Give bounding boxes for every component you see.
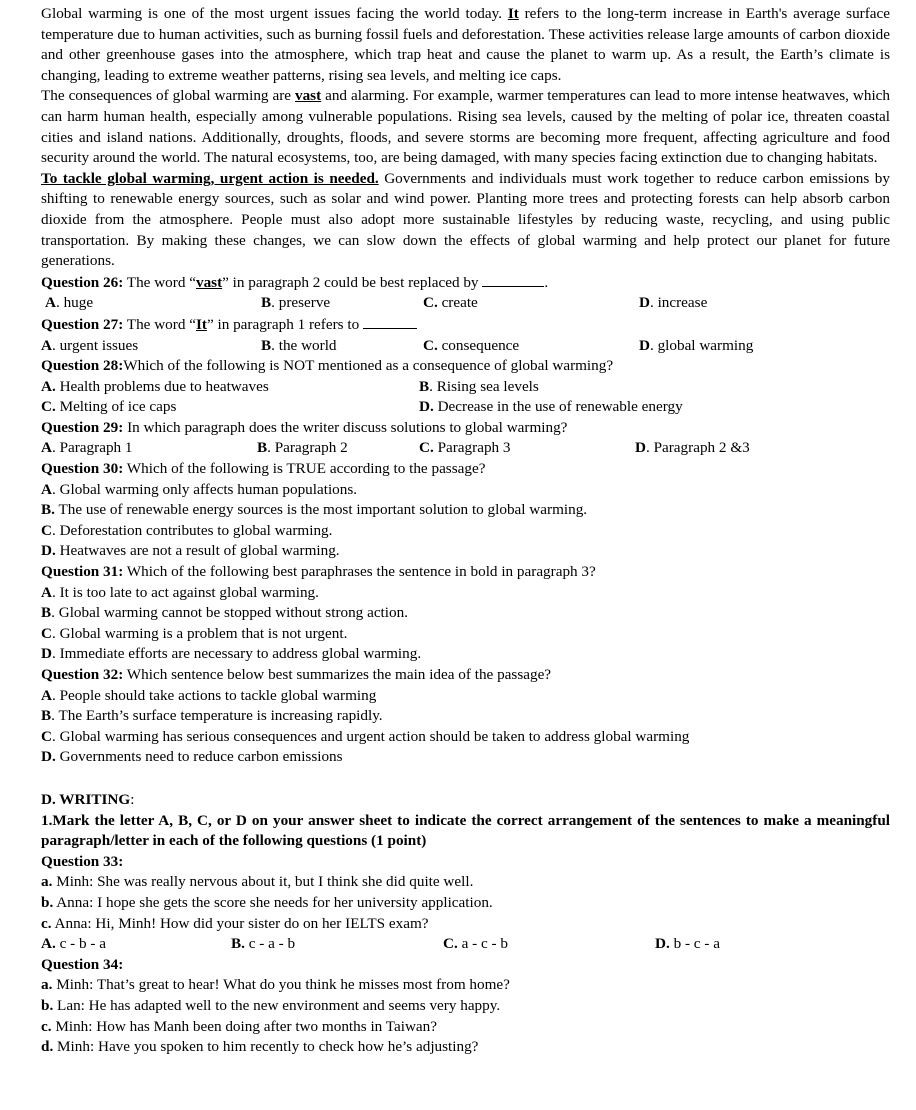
question-30-text: Which of the following is TRUE according to the passage? — [123, 460, 486, 478]
option-letter: D — [635, 439, 646, 457]
question-31 — [41, 562, 890, 583]
option-d[interactable] — [419, 397, 890, 418]
question-28-options-row-1 — [41, 377, 890, 398]
paragraph-1 — [41, 4, 890, 86]
option-text: . Global warming cannot be stopped without strong action. — [51, 604, 408, 622]
paragraph-3-text-end: Governments and individuals must work together to reduce carbon emissions by shifting to renewable energy sources, such as solar and wind power. Planting more trees and protecting forests can help absorb carbon dioxide from the atmosphere. People must also adopt more sustainable lifestyles by reducing waste, recycling, and using public transportation. By making these changes, we can slow down the effects of global warming and help protect our planet for future generations. — [41, 169, 890, 270]
line-text: Anna: Hi, Minh! How did your sister do on her IELTS exam? — [51, 914, 429, 932]
question-26-text-b: ” in paragraph 2 could be best replaced by — [222, 273, 483, 291]
option-d[interactable] — [41, 541, 890, 562]
option-d[interactable] — [41, 747, 890, 768]
paragraph-3 — [41, 169, 890, 272]
question-26-word: vast — [195, 273, 223, 291]
option-d[interactable] — [655, 934, 890, 955]
line-letter: d. — [41, 1038, 54, 1056]
dialogue-line-b — [41, 893, 890, 914]
question-32 — [41, 665, 890, 686]
question-26-text-a: The word “ — [123, 273, 196, 291]
option-text: . global warming — [649, 336, 754, 354]
option-letter: C. — [443, 935, 458, 953]
option-c[interactable] — [41, 624, 890, 645]
option-letter: B. — [231, 935, 245, 953]
option-text: c - b - a — [55, 935, 106, 953]
question-32-text: Which sentence below best summarizes the main idea of the passage? — [123, 666, 552, 683]
option-a[interactable] — [41, 686, 890, 707]
option-letter: D. — [655, 935, 670, 953]
question-28 — [41, 356, 890, 377]
line-letter: a. — [41, 976, 53, 994]
option-text: . preserve — [271, 294, 331, 312]
option-text: c - a - b — [244, 935, 296, 953]
option-a[interactable] — [41, 377, 419, 398]
option-letter: D. — [419, 398, 434, 416]
option-letter: A — [41, 336, 52, 354]
question-30 — [41, 459, 890, 480]
option-letter: C — [41, 624, 52, 642]
line-text: Lan: He has adapted well to the new environment and seems very happy. — [53, 996, 501, 1014]
option-text: . People should take actions to tackle global warming — [51, 686, 377, 704]
option-b[interactable] — [261, 336, 423, 357]
underlined-word-vast: vast — [294, 87, 322, 105]
question-30-label: Question 30: — [41, 460, 124, 478]
option-text: . It is too late to act against global warming. — [51, 583, 319, 601]
writing-instruction: 1.Mark the letter A, B, C, or D on your answer sheet to indicate the correct arrangement of the sentences to make a meaningful paragraph/letter in each of the following questions (1 point) — [41, 811, 890, 850]
question-27-text-b: ” in paragraph 1 refers to — [206, 315, 363, 333]
option-text: . increase — [649, 294, 708, 312]
dialogue-line-c — [41, 1017, 890, 1038]
question-29 — [41, 418, 890, 439]
line-letter: c. — [41, 914, 52, 932]
option-b[interactable] — [41, 603, 890, 624]
question-27-label: Question 27: — [41, 315, 124, 333]
option-letter: A — [41, 583, 52, 601]
underlined-word-it: It — [507, 5, 519, 22]
paragraph-1-text-start: Global warming is one of the most urgent issues facing the world today. — [41, 5, 508, 22]
question-27-options — [41, 336, 890, 357]
option-text: Paragraph 3 — [433, 439, 511, 457]
spacer — [41, 768, 890, 790]
option-letter: C. — [423, 336, 438, 354]
option-a[interactable] — [41, 336, 261, 357]
paragraph-1-text-end: refers to the long-term increase in Earth's average surface temperature due to human activities, such as burning fossil fuels and deforestation. These activities release large amounts of carbon dioxide and other greenhouse gases into the atmosphere, which trap heat and cause the planet to warm up. As a result, the Earth’s climate is changing, leading to extreme weather patterns, rising sea levels, and melting ice caps. — [41, 5, 890, 84]
question-29-text: In which paragraph does the writer discuss solutions to global warming? — [123, 418, 568, 436]
option-b[interactable] — [231, 934, 443, 955]
line-letter: c. — [41, 1017, 52, 1035]
writing-heading-colon: : — [130, 790, 135, 808]
option-letter: A — [41, 480, 52, 498]
question-28-label: Question 28: — [41, 357, 124, 375]
option-d[interactable] — [41, 644, 890, 665]
question-27 — [41, 314, 890, 336]
question-29-label: Question 29: — [41, 418, 124, 436]
option-d[interactable] — [639, 336, 890, 357]
option-letter: A. — [41, 935, 56, 953]
option-text: . huge — [55, 294, 94, 312]
option-text: . Deforestation contributes to global warming. — [51, 521, 333, 539]
option-letter: A — [45, 294, 56, 312]
option-c[interactable] — [419, 438, 635, 459]
line-text: Minh: How has Manh been doing after two months in Taiwan? — [51, 1017, 437, 1035]
option-c[interactable] — [423, 293, 639, 314]
question-26-options — [41, 293, 890, 314]
option-letter: C. — [419, 439, 434, 457]
option-text: consequence — [437, 336, 520, 354]
option-d[interactable] — [635, 438, 890, 459]
option-letter: B — [257, 439, 268, 457]
answer-blank — [363, 314, 417, 329]
option-text: Melting of ice caps — [55, 398, 177, 416]
option-letter: B — [419, 377, 430, 395]
option-c[interactable] — [41, 727, 890, 748]
option-text: Health problems due to heatwaves — [55, 377, 269, 395]
option-letter: A. — [41, 377, 56, 395]
option-a[interactable] — [41, 480, 890, 501]
option-a[interactable] — [41, 583, 890, 604]
question-28-text: Which of the following is NOT mentioned as a consequence of global warming? — [123, 357, 614, 375]
question-26-end: . — [544, 273, 549, 291]
option-text: a - c - b — [457, 935, 508, 953]
option-a[interactable] — [41, 934, 231, 955]
option-text: . Paragraph 2 &3 — [645, 439, 750, 457]
line-text: Minh: She was really nervous about it, but I think she did quite well. — [52, 873, 474, 891]
option-letter: B — [261, 336, 272, 354]
dialogue-line-d — [41, 1037, 890, 1058]
option-text: b - c - a — [669, 935, 720, 953]
answer-blank — [482, 272, 544, 287]
option-text: . The Earth’s surface temperature is increasing rapidly. — [51, 707, 383, 725]
option-text: Governments need to reduce carbon emissions — [55, 748, 343, 766]
option-letter: A — [41, 439, 52, 457]
question-27-word: It — [195, 315, 207, 333]
option-c[interactable] — [41, 521, 890, 542]
option-text: . Paragraph 2 — [267, 439, 348, 457]
question-29-options — [41, 438, 890, 459]
dialogue-line-c — [41, 914, 890, 935]
option-letter: A — [41, 686, 52, 704]
option-letter: D. — [41, 542, 56, 560]
paragraph-2-text-start: The consequences of global warming are — [41, 87, 295, 105]
option-letter: C. — [41, 398, 56, 416]
option-letter: D. — [41, 748, 56, 766]
section-heading — [41, 790, 890, 811]
option-text: . Immediate efforts are necessary to address global warming. — [51, 645, 422, 663]
question-32-label: Question 32: — [41, 666, 124, 683]
option-b[interactable] — [41, 500, 890, 521]
option-letter: C. — [423, 294, 438, 312]
option-text: . Global warming only affects human populations. — [51, 480, 358, 498]
option-letter: B. — [41, 501, 55, 519]
option-letter: B — [41, 707, 52, 725]
question-28-options-row-2 — [41, 397, 890, 418]
dialogue-line-a — [41, 872, 890, 893]
option-letter: D — [639, 294, 650, 312]
question-33-options — [41, 934, 890, 955]
option-text: . Paragraph 1 — [51, 439, 133, 457]
option-text: . Global warming has serious consequences and urgent action should be taken to address global warming — [51, 727, 690, 745]
option-text: . urgent issues — [51, 336, 139, 354]
option-letter: B — [261, 294, 272, 312]
line-letter: a. — [41, 873, 53, 891]
option-letter: D — [41, 645, 52, 663]
line-text: Minh: Have you spoken to him recently to check how he’s adjusting? — [53, 1038, 479, 1056]
question-34-label: Question 34: — [41, 955, 124, 973]
question-26 — [41, 272, 890, 294]
option-a[interactable] — [45, 293, 261, 314]
option-letter: D — [639, 336, 650, 354]
paragraph-2-text-end: and alarming. For example, warmer temperatures can lead to more intense heatwaves, which can harm human health, especially among vulnerable populations. Rising sea levels, caused by the melting of polar ice, threaten coastal cities and island nations. Additionally, droughts, floods, and severe storms are becoming more frequent, affecting agriculture and food security around the world. The natural ecosystems, too, are being damaged, with many species facing extinction due to changing habitats. — [41, 87, 890, 167]
line-letter: b. — [41, 996, 54, 1014]
option-d[interactable] — [639, 293, 890, 314]
question-27-text-a: The word “ — [123, 315, 196, 333]
question-31-text: Which of the following best paraphrases the sentence in bold in paragraph 3? — [123, 563, 596, 581]
option-c[interactable] — [423, 336, 639, 357]
line-letter: b. — [41, 893, 54, 911]
option-text: The use of renewable energy sources is the most important solution to global warming. — [54, 501, 588, 519]
option-text: . Global warming is a problem that is not urgent. — [51, 624, 348, 642]
option-c[interactable] — [41, 397, 419, 418]
paragraph-2 — [41, 86, 890, 168]
writing-heading: D. WRITING — [41, 790, 131, 808]
option-text: create — [437, 294, 478, 312]
option-letter: C — [41, 521, 52, 539]
dialogue-line-b — [41, 996, 890, 1017]
option-letter: C — [41, 727, 52, 745]
option-c[interactable] — [443, 934, 655, 955]
question-31-label: Question 31: — [41, 563, 124, 581]
option-text: Decrease in the use of renewable energy — [433, 398, 683, 416]
line-text: Minh: That’s great to hear! What do you think he misses most from home? — [52, 976, 510, 994]
question-26-label: Question 26: — [41, 273, 124, 291]
question-33-label: Question 33: — [41, 852, 124, 870]
option-b[interactable] — [419, 377, 890, 398]
line-text: Anna: I hope she gets the score she needs for her university application. — [53, 893, 493, 911]
option-b[interactable] — [41, 706, 890, 727]
option-text: . Rising sea levels — [429, 377, 539, 395]
option-a[interactable] — [41, 438, 257, 459]
option-text: Heatwaves are not a result of global warming. — [55, 542, 340, 560]
option-b[interactable] — [257, 438, 419, 459]
option-letter: B — [41, 604, 52, 622]
dialogue-line-a — [41, 975, 890, 996]
option-text: . the world — [271, 336, 337, 354]
option-b[interactable] — [261, 293, 423, 314]
bold-sentence: To tackle global warming, urgent action is needed. — [41, 169, 379, 187]
